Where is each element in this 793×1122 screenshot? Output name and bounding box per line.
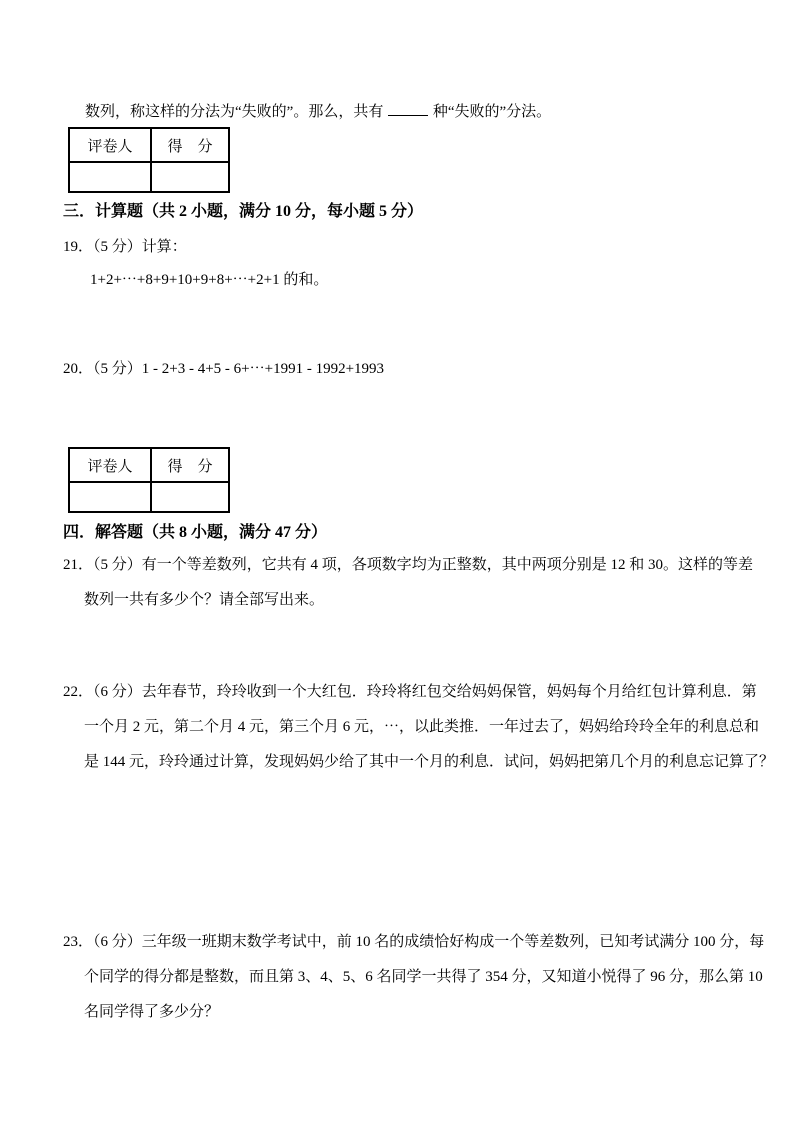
question-21-line-2: 数列一共有多少个？请全部写出来。	[84, 592, 325, 608]
grader-empty-cell	[69, 162, 151, 192]
score-empty-cell	[151, 482, 229, 512]
grader-empty-cell	[69, 482, 151, 512]
question-22-line-1: 22．（6 分）去年春节，玲玲收到一个大红包．玲玲将红包交给妈妈保管，妈妈每个月给红包计算利息．第	[63, 684, 757, 700]
intro-line	[85, 101, 551, 122]
section-3-heading: 三．计算题（共 2 小题，满分 10 分，每小题 5 分）	[63, 203, 424, 220]
fill-in-blank-underline	[388, 101, 428, 116]
grader-score-table-1	[68, 127, 230, 193]
score-header-cell: 得 分	[151, 128, 229, 162]
question-23-line-3: 名同学得了多少分？	[84, 1004, 220, 1020]
score-header-cell: 得 分	[151, 448, 229, 482]
intro-text-before-blank: 数列，称这样的分法为“失败的”。那么，共有	[85, 104, 384, 120]
intro-text-after-blank: 种“失败的”分法。	[432, 104, 552, 120]
grader-header-cell: 评卷人	[69, 448, 151, 482]
question-19-label: 19．（5 分）计算：	[63, 239, 187, 255]
question-23-line-1: 23．（6 分）三年级一班期末数学考试中，前 10 名的成绩恰好构成一个等差数列，已知考试满分 100 分，每	[63, 934, 765, 950]
grader-header-cell: 评卷人	[69, 128, 151, 162]
grader-score-table-2	[68, 447, 230, 513]
question-22-line-3: 是 144 元，玲玲通过计算，发现妈妈少给了其中一个月的利息．试问，妈妈把第几个月的利息忘记算了？	[84, 754, 775, 770]
question-21-line-1: 21．（5 分）有一个等差数列，它共有 4 项，各项数字均为正整数，其中两项分别是 12 和 30。这样的等差	[63, 557, 754, 573]
section-4-heading: 四．解答题（共 8 小题，满分 47 分）	[63, 524, 328, 541]
score-empty-cell	[151, 162, 229, 192]
question-19-expression: 1+2+⋯+8+9+10+9+8+⋯+2+1 的和。	[90, 272, 329, 288]
question-20-text: 20．（5 分）1 - 2+3 - 4+5 - 6+⋯+1991 - 1992+1993	[63, 361, 385, 377]
question-22-line-2: 一个月 2 元，第二个月 4 元，第三个月 6 元，⋯，以此类推．一年过去了，妈妈给玲玲全年的利息总和	[84, 719, 760, 735]
question-23-line-2: 个同学的得分都是整数，而且第 3、4、5、6 名同学一共得了 354 分，又知道小悦得了 96 分，那么第 10	[84, 969, 763, 985]
